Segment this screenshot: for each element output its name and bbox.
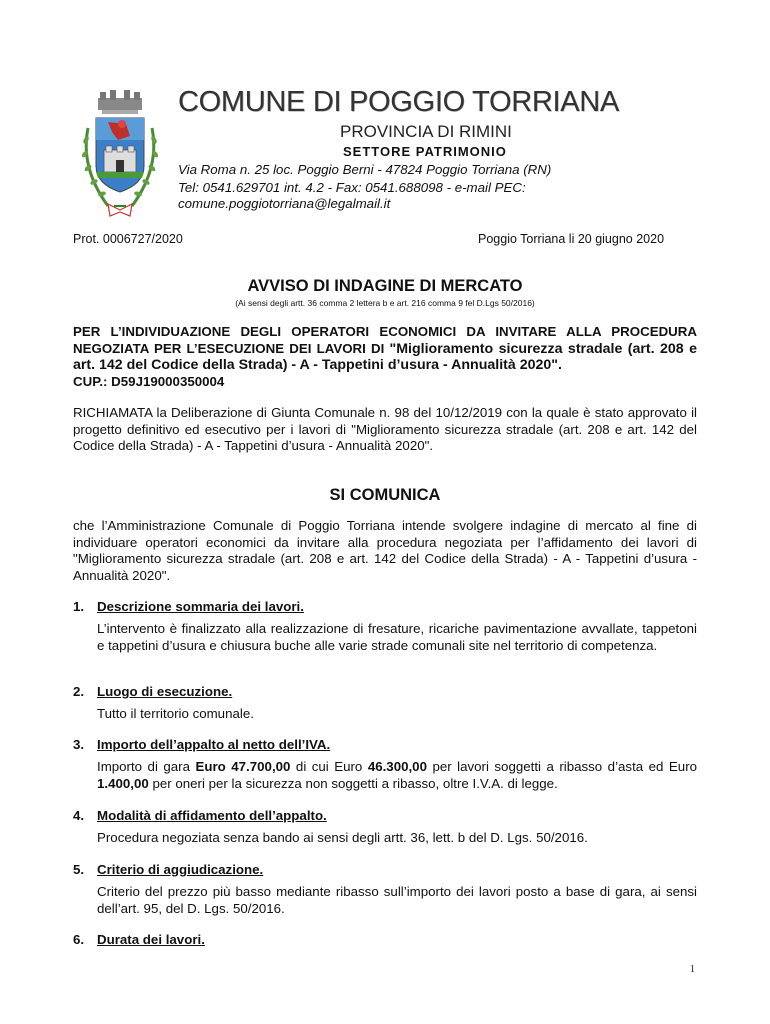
item-number: 2. [73, 684, 85, 699]
province-name: PROVINCIA DI RIMINI [340, 122, 512, 141]
item-number: 1. [73, 599, 85, 614]
item-body-procedure: Procedura negoziata senza bando ai sensi degli artt. 36, lett. b del D. Lgs. 50/2016. [97, 830, 588, 845]
amount-text: di cui Euro [290, 759, 368, 774]
item-title-criterion: Criterio di aggiudicazione. [97, 862, 264, 877]
amount-text: Importo di gara [97, 759, 196, 774]
amount-text: per lavori soggetti a ribasso d’asta ed Euro [426, 759, 698, 774]
municipality-title: COMUNE DI POGGIO TORRIANA [178, 86, 619, 118]
place-date: Poggio Torriana li 20 giugno 2020 [478, 232, 665, 246]
pec-email: comune.poggiotorriana@legalmail.it [178, 196, 391, 211]
item-number: 4. [73, 808, 85, 823]
amount-works: 46.300,00 [367, 759, 427, 774]
item-body-amount [97, 759, 697, 792]
item-body-description: L’intervento è finalizzato alla realizzazione di fresature, ricariche pavimentazione avvallate, tappetoni e tappetini d’usura e chiusura buche alle varie strade comunali site nel territorio di competenza. [97, 621, 697, 653]
municipal-crest-logo [78, 88, 162, 224]
subject-project: "Miglioramento sicurezza stradale (art. 208 e art. 142 del Codice della Strada) - A - Tappetini d’usura - Annualità 2020". [73, 340, 697, 373]
si-comunica-text: che l’Amministrazione Comunale di Poggio Torriana intende svolgere indagine di mercato al fine di individuare operatori economici da invitare alla procedura negoziata per l’affidamento dei lavori di "Miglioramento sicurezza stradale (art. 208 e art. 142 del Codice della Strada) - A - Tappetini d’usura - Annualità 2020". [73, 518, 697, 583]
item-title-description: Descrizione sommaria dei lavori. [97, 599, 304, 614]
si-comunica-heading: SI COMUNICA [329, 486, 441, 504]
item-body-criterion: Criterio del prezzo più basso mediante ribasso sull’importo dei lavori posto a base di gara, ai sensi dell’art. 95, del D. Lgs. 50/2016. [97, 884, 697, 916]
richiamata-paragraph: RICHIAMATA la Deliberazione di Giunta Comunale n. 98 del 10/12/2019 con la quale è stato approvato il progetto definitivo ed esecutivo per i lavori di "Miglioramento sicurezza stradale (art. 208 e art. 142 del Codice della Strada) - A - Tappetini d’usura - Annualità 2020". [73, 405, 697, 453]
cup-code: CUP.: D59J19000350004 [73, 373, 225, 389]
amount-total: Euro 47.700,00 [195, 759, 291, 774]
department-name: SETTORE PATRIMONIO [343, 144, 507, 159]
item-number: 5. [73, 862, 85, 877]
item-title-amount: Importo dell’appalto al netto dell’IVA. [97, 737, 331, 752]
item-number: 3. [73, 737, 85, 752]
contacts-line: Tel: 0541.629701 int. 4.2 - Fax: 0541.688098 - e-mail PEC: [178, 180, 526, 195]
notice-subject [73, 324, 697, 390]
item-title-duration: Durata dei lavori. [97, 932, 205, 947]
subject-intro: PER L’INDIVIDUAZIONE DEGLI OPERATORI ECONOMICI DA INVITARE ALLA PROCEDURA NEGOZIATA PER L’ESECUZIONE DEI LAVORI DI [73, 324, 697, 356]
protocol-number: Prot. 0006727/2020 [73, 232, 183, 246]
amount-safety: 1.400,00 [97, 775, 149, 791]
item-body-location: Tutto il territorio comunale. [97, 706, 254, 721]
item-number: 6. [73, 932, 85, 947]
page-number: 1 [690, 964, 695, 975]
notice-title: AVVISO DI INDAGINE DI MERCATO [247, 277, 523, 295]
item-title-procedure: Modalità di affidamento dell’appalto. [97, 808, 327, 823]
item-title-location: Luogo di esecuzione. [97, 684, 233, 699]
address-line: Via Roma n. 25 loc. Poggio Berni - 47824 Poggio Torriana (RN) [178, 162, 552, 177]
notice-legal-reference: (Ai sensi degli artt. 36 comma 2 lettera b e art. 216 comma 9 fel D.Lgs 50/2016) [235, 298, 535, 308]
amount-text: per oneri per la sicurezza non soggetti a ribasso, oltre I.V.A. di legge. [148, 775, 558, 791]
